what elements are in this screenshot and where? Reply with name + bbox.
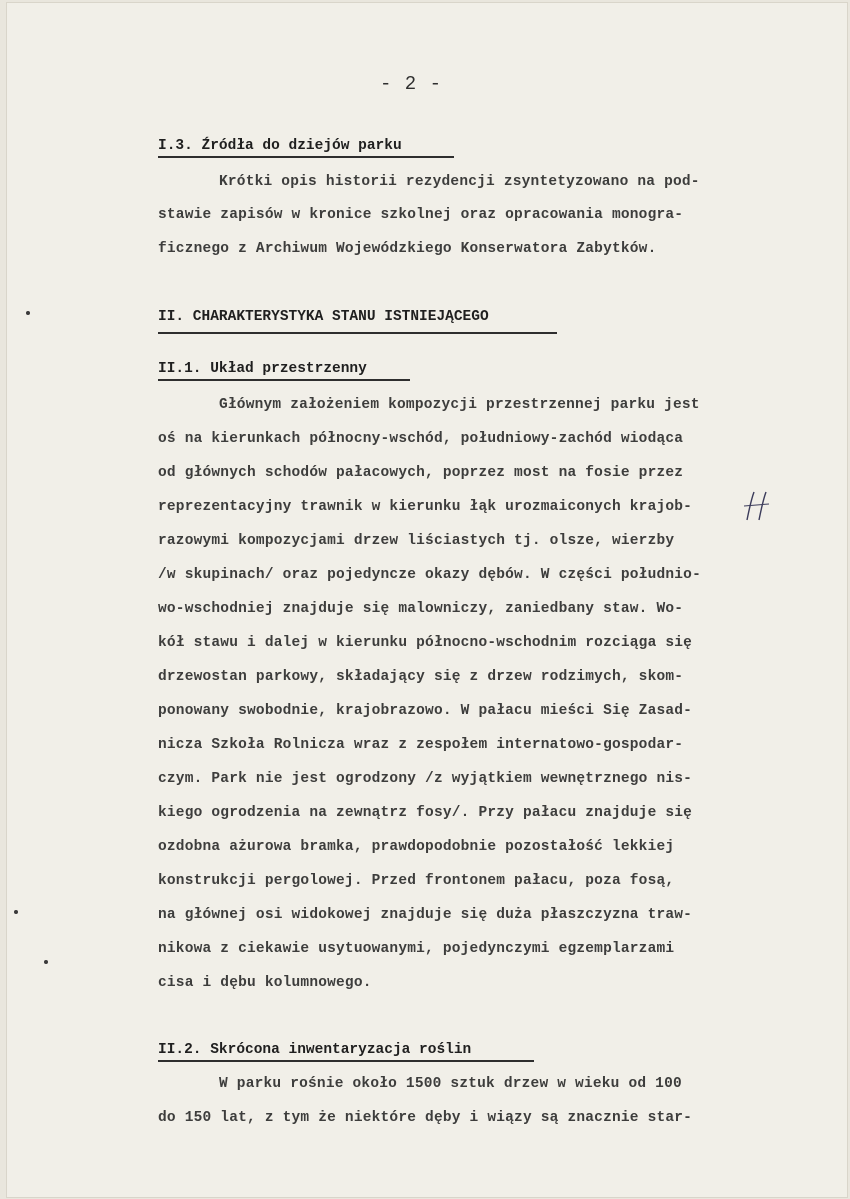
text-line: od głównych schodów pałacowych, poprzez most na fosie przez xyxy=(158,465,684,481)
section-heading-sources: I.3. Źródła do dziejów parku xyxy=(158,138,402,154)
text-line: /w skupinach/ oraz pojedyncze okazy dębów. W części południo- xyxy=(158,567,701,583)
section-heading-spatial-layout: II.1. Układ przestrzenny xyxy=(158,361,367,377)
text-line: drzewostan parkowy, składający się z drzew rodzimych, skom- xyxy=(158,669,684,685)
text-line: nicza Szkoła Rolnicza wraz z zespołem internatowo-gospodar- xyxy=(158,737,684,753)
margin-dot xyxy=(44,960,48,964)
text-line: W parku rośnie około 1500 sztuk drzew w wieku od 100 xyxy=(219,1076,682,1092)
text-line: razowymi kompozycjami drzew liściastych tj. olsze, wierzby xyxy=(158,533,675,549)
section-heading-plant-inventory: II.2. Skrócona inwentaryzacja roślin xyxy=(158,1042,472,1058)
text-line: na głównej osi widokowej znajduje się duża płaszczyzna traw- xyxy=(158,907,693,923)
text-line: cisa i dębu kolumnowego. xyxy=(158,975,372,991)
text-line: ponowany swobodnie, krajobrazowo. W pałacu mieści Się Zasad- xyxy=(158,703,693,719)
text-line: konstrukcji pergolowej. Przed frontonem pałacu, poza fosą, xyxy=(158,873,675,889)
document-page xyxy=(6,2,848,1198)
text-line: wo-wschodniej znajduje się malowniczy, zaniedbany staw. Wo- xyxy=(158,601,684,617)
section-heading-characteristics: II. CHARAKTERYSTYKA STANU ISTNIEJĄCEGO xyxy=(158,309,489,325)
heading-underline xyxy=(158,332,557,334)
heading-underline xyxy=(158,379,410,381)
heading-underline xyxy=(158,156,454,158)
text-line: kiego ogrodzenia na zewnątrz fosy/. Przy pałacu znajduje się xyxy=(158,805,693,821)
margin-dot xyxy=(26,311,30,315)
text-line: nikowa z ciekawie usytuowanymi, pojedynczymi egzemplarzami xyxy=(158,941,675,957)
text-line: Głównym założeniem kompozycji przestrzennej parku jest xyxy=(219,397,700,413)
margin-dot xyxy=(14,910,18,914)
text-line: ficznego z Archiwum Wojewódzkiego Konserwatora Zabytków. xyxy=(158,241,657,257)
text-line: ozdobna ażurowa bramka, prawdopodobnie pozostałość lekkiej xyxy=(158,839,675,855)
heading-underline xyxy=(158,1060,534,1062)
page-number: - 2 - xyxy=(380,73,443,95)
text-line: reprezentacyjny trawnik w kierunku łąk urozmaiconych krajob- xyxy=(158,499,693,515)
text-line: Krótki opis historii rezydencji zsyntetyzowano na pod- xyxy=(219,174,700,190)
handwritten-correction-mark xyxy=(739,490,775,524)
text-line: do 150 lat, z tym że niektóre dęby i wiązy są znacznie star- xyxy=(158,1110,693,1126)
text-line: oś na kierunkach północny-wschód, południowy-zachód wiodąca xyxy=(158,431,684,447)
text-line: stawie zapisów w kronice szkolnej oraz opracowania monogra- xyxy=(158,207,684,223)
text-line: czym. Park nie jest ogrodzony /z wyjątkiem wewnętrznego nis- xyxy=(158,771,693,787)
text-line: kół stawu i dalej w kierunku północno-wschodnim rozciąga się xyxy=(158,635,693,651)
